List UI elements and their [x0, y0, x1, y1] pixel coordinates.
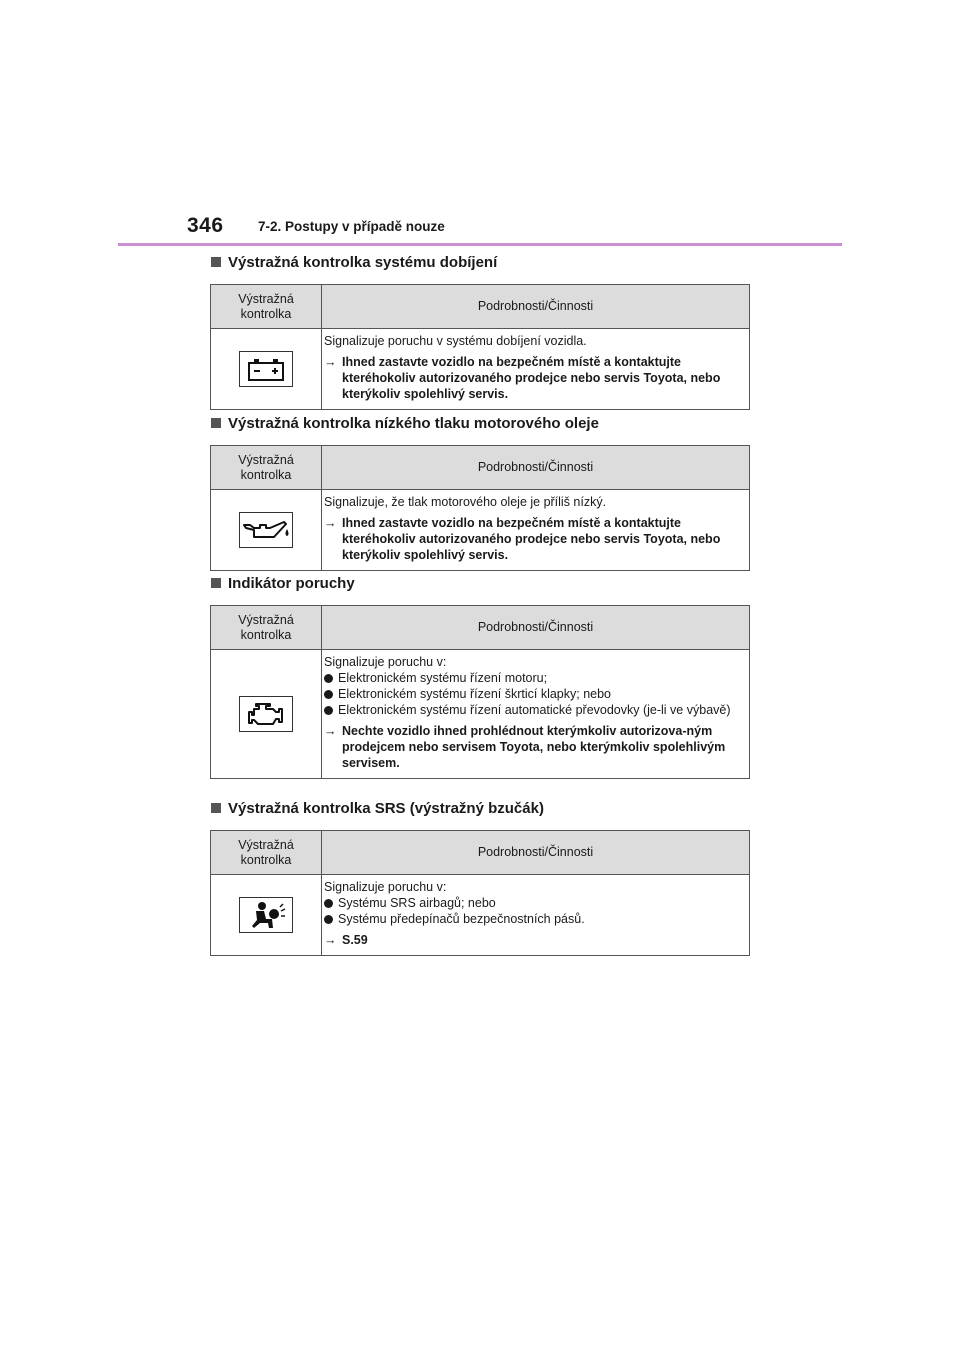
arrow-icon: → [324, 724, 337, 738]
section-srs-warning [210, 799, 750, 956]
icon-cell [211, 490, 322, 571]
list-item: Systému SRS airbagů; nebo [324, 895, 745, 911]
square-bullet-icon [211, 578, 221, 588]
section-heading: Výstražná kontrolka SRS (výstražný bzučák) [210, 799, 750, 819]
arrow-icon: → [324, 516, 337, 530]
icon-cell [211, 650, 322, 779]
warning-table [210, 445, 750, 571]
warning-table [210, 830, 750, 956]
table-header-row [211, 446, 750, 490]
intro-text: Signalizuje, že tlak motorového oleje je příliš nízký. [324, 495, 607, 509]
intro-text: Signalizuje poruchu v: [324, 655, 447, 669]
table-header-row [211, 606, 750, 650]
table-row [211, 650, 750, 779]
section-heading: Výstražná kontrolka systému dobíjení [210, 253, 750, 273]
bullet-dot-icon [324, 674, 333, 683]
section-heading: Výstražná kontrolka nízkého tlaku motorového oleje [210, 414, 750, 434]
intro-text: Signalizuje poruchu v: [324, 880, 447, 894]
bullet-dot-icon [324, 706, 333, 715]
icon-cell [211, 329, 322, 410]
action-row [324, 354, 745, 402]
table-header-row [211, 831, 750, 875]
details-cell [322, 875, 750, 956]
table-row [211, 490, 750, 571]
table-row [211, 329, 750, 410]
list-item: Elektronickém systému řízení automatické převodovky (je-li ve výbavě) [324, 702, 745, 718]
arrow-icon: → [324, 933, 337, 947]
action-text: Ihned zastavte vozidlo na bezpečném místě a kontaktujte kteréhokoliv autorizovaného prodejce nebo servis Toyota, nebo kterýkoliv spolehlivý servis. [342, 516, 721, 562]
battery-icon [239, 351, 293, 387]
col-header-warning-light: Výstražná kontrolka [211, 606, 322, 650]
chapter-title: 7-2. Postupy v případě nouze [258, 219, 445, 234]
bullet-dot-icon [324, 915, 333, 924]
oil-can-icon [239, 512, 293, 548]
col-header-details: Podrobnosti/Činnosti [322, 285, 750, 329]
section-charging-system [210, 253, 750, 410]
page-reference[interactable]: S.59 [342, 933, 368, 947]
warning-table [210, 284, 750, 410]
section-malfunction-indicator [210, 574, 750, 779]
list-item: Elektronickém systému řízení motoru; [324, 670, 745, 686]
col-header-warning-light: Výstražná kontrolka [211, 446, 322, 490]
details-cell [322, 650, 750, 779]
section-oil-pressure [210, 414, 750, 571]
col-header-warning-light: Výstražná kontrolka [211, 831, 322, 875]
square-bullet-icon [211, 803, 221, 813]
col-header-details: Podrobnosti/Činnosti [322, 446, 750, 490]
arrow-icon: → [324, 355, 337, 369]
col-header-warning-light: Výstražná kontrolka [211, 285, 322, 329]
intro-text: Signalizuje poruchu v systému dobíjení vozidla. [324, 334, 587, 348]
header-divider [118, 243, 842, 246]
icon-cell [211, 875, 322, 956]
action-text: Nechte vozidlo ihned prohlédnout kterýmkoliv autorizova-ným prodejcem nebo servisem Toyota, nebo kterýmkoliv spolehlivým servisem. [342, 724, 726, 770]
bullet-dot-icon [324, 899, 333, 908]
details-cell [322, 490, 750, 571]
square-bullet-icon [211, 257, 221, 267]
action-text: Ihned zastavte vozidlo na bezpečném místě a kontaktujte kteréhokoliv autorizovaného prodejce nebo servis Toyota, nebo kterýkoliv spolehlivý servis. [342, 355, 721, 401]
list-item: Elektronickém systému řízení škrticí klapky; nebo [324, 686, 745, 702]
col-header-details: Podrobnosti/Činnosti [322, 606, 750, 650]
table-row [211, 875, 750, 956]
list-item: Systému předepínačů bezpečnostních pásů. [324, 911, 745, 927]
srs-airbag-icon [239, 897, 293, 933]
table-header-row [211, 285, 750, 329]
action-row [324, 515, 745, 563]
warning-table [210, 605, 750, 779]
details-cell [322, 329, 750, 410]
page-number: 346 [187, 214, 224, 237]
action-row [324, 932, 745, 948]
col-header-details: Podrobnosti/Činnosti [322, 831, 750, 875]
check-engine-icon [239, 696, 293, 732]
square-bullet-icon [211, 418, 221, 428]
bullet-dot-icon [324, 690, 333, 699]
action-row [324, 723, 745, 771]
section-heading: Indikátor poruchy [210, 574, 750, 594]
